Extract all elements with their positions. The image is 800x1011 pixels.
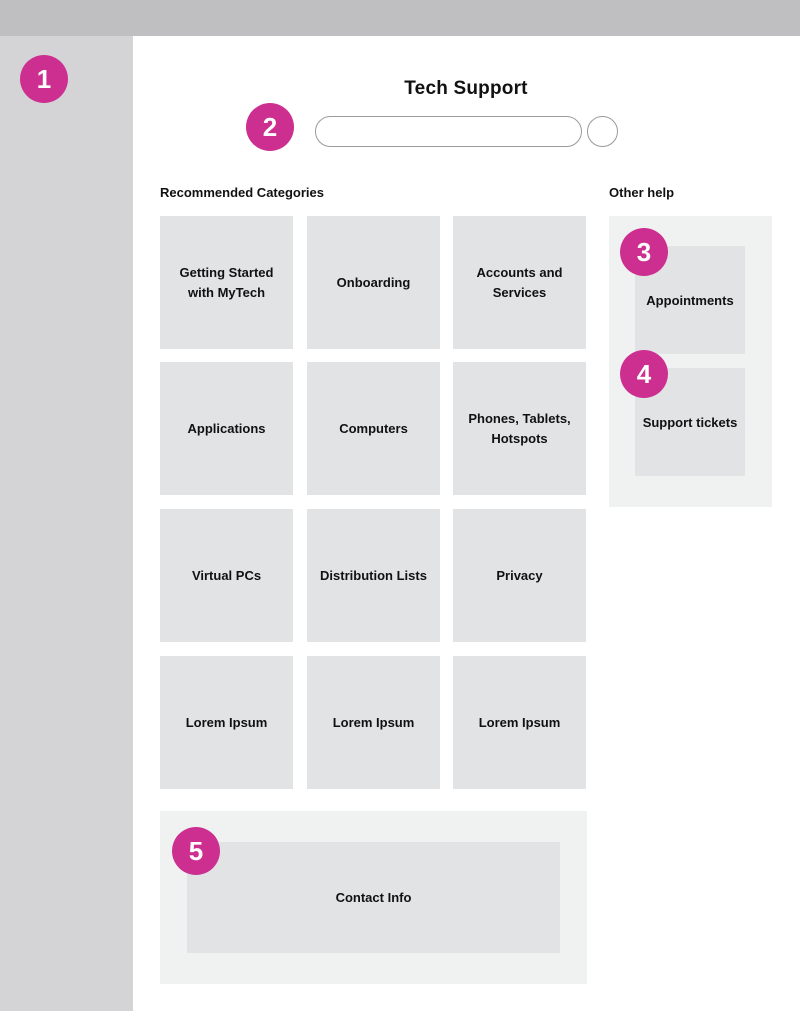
category-tile-lorem-ipsum-3[interactable]: Lorem Ipsum — [453, 656, 586, 789]
category-tile-lorem-ipsum-2[interactable]: Lorem Ipsum — [307, 656, 440, 789]
annotation-badge-1: 1 — [20, 55, 68, 103]
category-tile-phones-tablets-hotspots[interactable]: Phones, Tablets, Hotspots — [453, 362, 586, 495]
contact-info-tile[interactable]: Contact Info — [187, 842, 560, 953]
other-help-heading: Other help — [609, 185, 675, 200]
category-tile-accounts-services[interactable]: Accounts and Services — [453, 216, 586, 349]
category-tile-applications[interactable]: Applications — [160, 362, 293, 495]
support-tickets-tile[interactable]: Support tickets — [635, 368, 745, 476]
annotation-badge-5: 5 — [172, 827, 220, 875]
search-input[interactable] — [315, 116, 582, 147]
category-tile-computers[interactable]: Computers — [307, 362, 440, 495]
annotation-badge-2: 2 — [246, 103, 294, 151]
appointments-tile[interactable]: Appointments — [635, 246, 745, 354]
category-tile-privacy[interactable]: Privacy — [453, 509, 586, 642]
search-button[interactable] — [587, 116, 618, 147]
top-bar — [0, 0, 800, 36]
sidebar — [0, 36, 133, 1011]
category-tile-distribution-lists[interactable]: Distribution Lists — [307, 509, 440, 642]
category-tile-virtual-pcs[interactable]: Virtual PCs — [160, 509, 293, 642]
category-tile-lorem-ipsum-1[interactable]: Lorem Ipsum — [160, 656, 293, 789]
annotation-badge-3: 3 — [620, 228, 668, 276]
recommended-categories-heading: Recommended Categories — [160, 185, 324, 200]
annotation-badge-4: 4 — [620, 350, 668, 398]
category-tile-getting-started[interactable]: Getting Started with MyTech — [160, 216, 293, 349]
category-tile-onboarding[interactable]: Onboarding — [307, 216, 440, 349]
page-title: Tech Support — [404, 78, 528, 99]
